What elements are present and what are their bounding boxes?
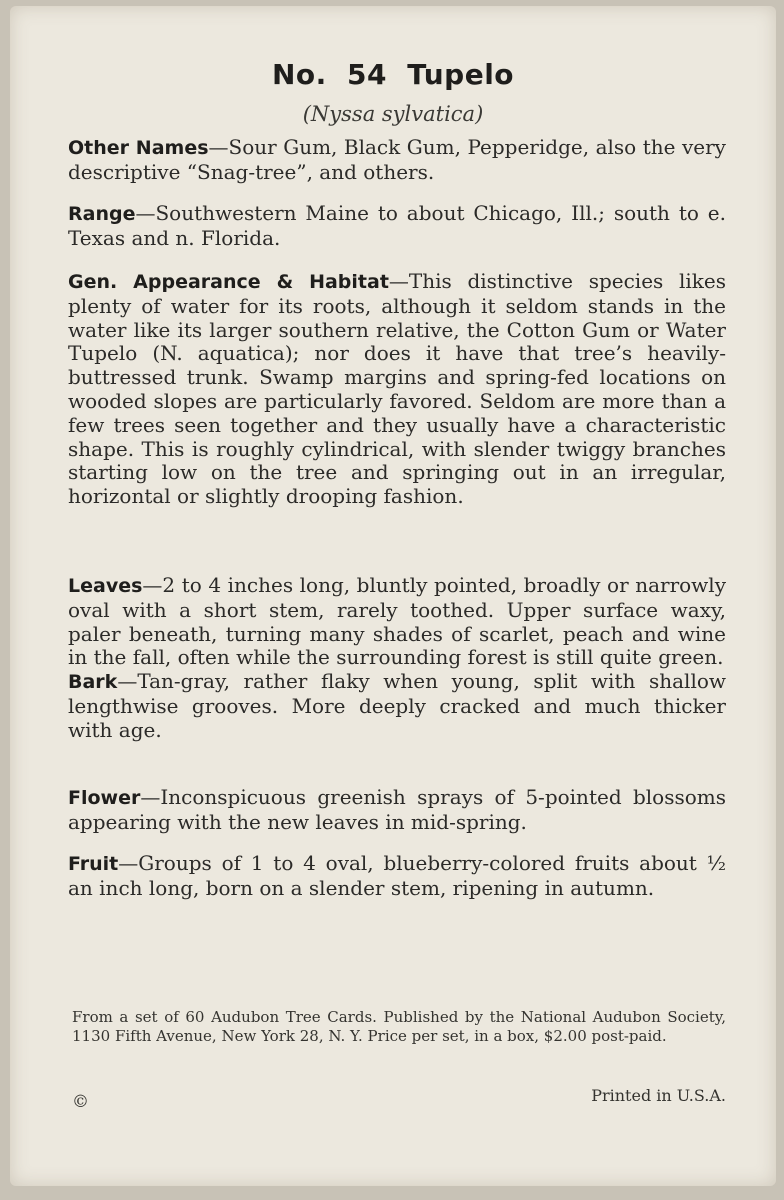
copyright-symbol: © [72, 1092, 89, 1112]
section-text: —2 to 4 inches long, bluntly pointed, broadly or narrowly oval with a short stem, rarely toothed. Upper surface waxy, paler beneath, turning many shades of scarlet, peach and wine in the fall, often while the surrounding forest is still quite green. [68, 573, 726, 670]
section-range [68, 202, 726, 251]
section-text: —Sour Gum, Black Gum, Pepperidge, also the very descriptive “Snag-tree”, and others. [68, 135, 726, 184]
latin-name: (Nyssa sylvatica) [302, 102, 484, 126]
section-leaves [68, 574, 726, 743]
card-title: No. 54 Tupelo [271, 58, 515, 91]
section-text: —This distinctive species likes plenty of water for its roots, although it seldom stands in the water like its larger southern relative, the Cotton Gum or Water Tupelo (N. aquatica); nor does it have that tree’s heavily-buttressed trunk. Swamp margins and spring-fed locations on wooded slopes are particularly favored. Seldom are more than a few trees seen together and they usually have a characteristic shape. This is roughly cylindrical, with slender twiggy branches starting low on the tree and springing out in an irregular, horizontal or slightly drooping fashion. [68, 269, 726, 509]
section-text-bark: —Tan-gray, rather flaky when young, split with shallow lengthwise grooves. More deeply cracked and much thicker with age. [68, 669, 726, 742]
section-label: Range [68, 203, 136, 225]
tree-card [10, 6, 776, 1186]
section-text: —Inconspicuous greenish sprays of 5-pointed blossoms appearing with the new leaves in mid-spring. [68, 785, 726, 834]
publisher-note: From a set of 60 Audubon Tree Cards. Published by the National Audubon Society, 1130 Fifth Avenue, New York 28, N. Y. Price per set, in a box, $2.00 post-paid. [72, 1008, 726, 1045]
section-other-names [68, 136, 726, 185]
section-text: —Southwestern Maine to about Chicago, Ill.; south to e. Texas and n. Florida. [68, 201, 726, 250]
section-fruit [68, 852, 726, 901]
section-label: Leaves [68, 575, 143, 597]
printed-in-label: Printed in U.S.A. [591, 1086, 726, 1105]
section-appearance-habitat [68, 270, 726, 509]
section-label-bark: Bark [68, 671, 118, 694]
section-label: Gen. Appearance & Habitat [68, 271, 389, 293]
section-label: Fruit [68, 853, 119, 875]
section-text: —Groups of 1 to 4 oval, blueberry-colored fruits about ½ an inch long, born on a slender stem, ripening in autumn. [68, 851, 726, 900]
section-flower [68, 786, 726, 835]
section-label: Other Names [68, 137, 209, 159]
section-label: Flower [68, 787, 141, 809]
